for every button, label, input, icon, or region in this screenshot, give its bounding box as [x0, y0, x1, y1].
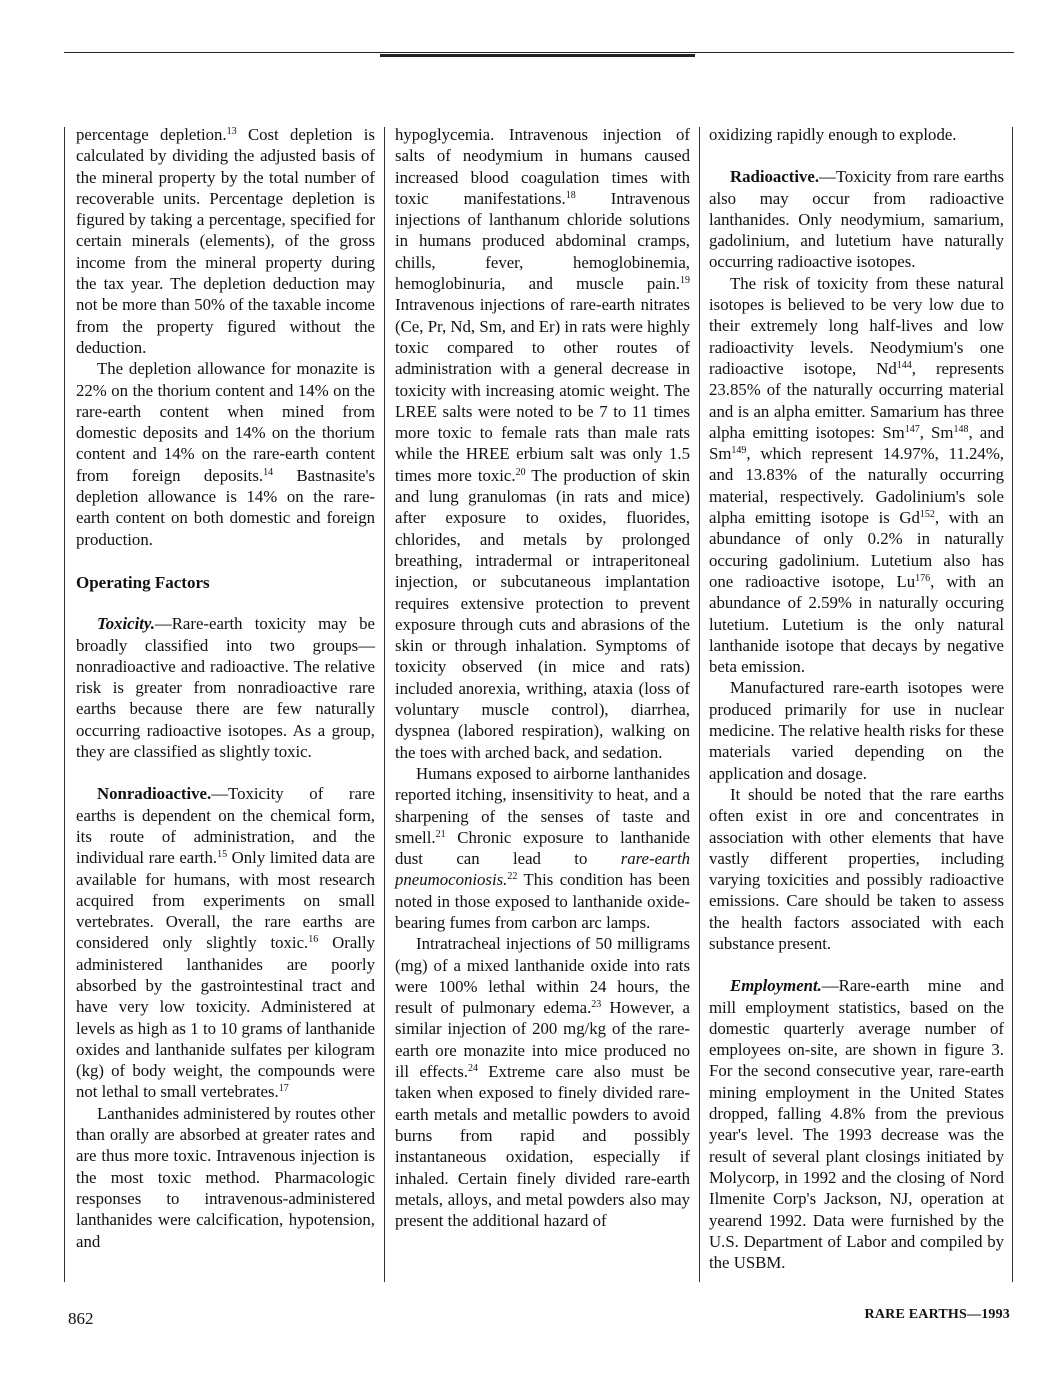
text: , and Sm	[709, 422, 1004, 464]
column-2	[395, 124, 690, 1231]
mass-number: 148	[953, 423, 969, 435]
mass-number: 147	[904, 423, 920, 435]
footnote-ref: 18	[565, 189, 576, 201]
footnote-ref: 17	[278, 1083, 289, 1095]
text: —Rare-earth mine and mill employment statistics, based on the domestic quarterly average number of employees on-site, are shown in figure 3. For the second consecutive year, rare-earth mining employment in the United States dropped, falling 4.8% from the previous year's level. The 1993 decrease was the result of several plant closings initiated by Molycorp, in 1992 and the closing of Nord Ilmenite Corp's Jackson, NJ, operation at yearend 1992. Data were furnished by the U.S. Department of Labor and compiled by the USBM.	[709, 976, 1004, 1273]
text: Lanthanides administered by routes other than orally are absorbed at greater rates and are thus more toxic. Intravenous injection is the most toxic method. Pharmacologic responses to intravenous-administered lanthanides were calcification, hypotension, and	[76, 1103, 375, 1251]
text: Humans exposed to airborne lanthanides reported itching, insensitivity to heat, and a sharpening of the senses of taste and smell.	[395, 763, 690, 847]
text: , with an abundance of only 0.2% in naturally occuring gadolinium. Lutetium also has one radioactive isotope, Lu	[709, 508, 1004, 591]
paragraph-employment	[709, 975, 1004, 1273]
mass-number: 149	[731, 445, 747, 457]
text: —Toxicity of rare earths is dependent on the chemical form, its route of administration, and the individual rare earth.	[76, 784, 375, 868]
footnote-ref: 14	[263, 466, 274, 478]
paragraph-depletion-allowance	[76, 358, 375, 550]
running-head: RARE EARTHS—1993	[864, 1307, 1010, 1322]
run-in-heading: Nonradioactive.	[97, 784, 212, 804]
mass-number: 144	[896, 359, 912, 371]
footnote-ref: 21	[435, 828, 446, 840]
header-rule	[64, 52, 1014, 53]
page-number: 862	[68, 1309, 94, 1328]
footnote-ref: 15	[217, 849, 228, 861]
paragraph-ore-concentrates	[709, 784, 1004, 954]
text: , Sm	[919, 422, 954, 442]
column-divider-2	[699, 127, 700, 1282]
footnote-ref: 24	[467, 1063, 478, 1075]
text: percentage depletion.	[76, 125, 227, 144]
paragraph-manufactured-isotopes	[709, 677, 1004, 783]
text: Intravenous injections of rare-earth nitrates (Ce, Pr, Nd, Sm, and Er) in rats were highly toxic compared to other routes of administration with a general decrease in toxicity with increasing atomic weight. The LREE salts were noted to be 7 to 11 times more toxic to female rats than male rats while the HREE erbium salt was only 1.5 times more toxic.	[395, 295, 690, 485]
paragraph-lanthanides-routes	[76, 1103, 375, 1252]
run-in-heading: Employment.	[730, 976, 822, 996]
text: —Rare-earth toxicity may be broadly classified into two groups—nonradioactive and radioactive. The relative risk is greater from nonradioactive rare earths because there are few naturally occurring radioactive isotopes. As a group, they are classified as slightly toxic.	[76, 614, 375, 762]
text: Orally administered lanthanides are poorly absorbed by the gastrointestinal tract and have very low toxicity. Administered at levels as high as 1 to 10 grams of lanthanide oxides and lanthanide sulfates per kilogram (kg) of body weight, the compounds were not lethal to small vertebrates.	[76, 933, 375, 1102]
footnote-ref: 16	[308, 934, 319, 946]
footnote-ref: 22	[507, 871, 518, 883]
text: oxidizing rapidly enough to explode.	[709, 125, 957, 144]
text: , represents 23.85% of the naturally occurring material and is an alpha emitter. Samarium has three alpha emitting isotopes: Sm	[709, 358, 1004, 442]
text: It should be noted that the rare earths often exist in ore and concentrates in association with other elements that have vastly different properties, including varying toxicities and possibly radioactive emissions. Care should be taken to assess the health factors associated with each substance present.	[709, 784, 1004, 953]
column-1	[76, 124, 375, 1252]
text: , which represent 14.97%, 11.24%, and 13.83% of the naturally occurring material, respectively. Gadolinium's sole alpha emitting isotope is Gd	[709, 444, 1004, 528]
text: , with an abundance of 2.59% in naturally occuring lutetium. Lutetium is the only natural lanthanide isotope that decays by negative beta emission.	[709, 571, 1004, 677]
paragraph-isotopes	[709, 273, 1004, 678]
footnote-ref: 20	[515, 466, 526, 478]
column-divider-left-margin	[64, 127, 65, 1282]
text: However, a similar injection of 200 mg/kg of the rare-earth ore monazite into mice produced no ill effects.	[395, 998, 690, 1082]
paragraph-oxidizing	[709, 124, 1004, 145]
footnote-ref: 13	[226, 126, 237, 137]
text: Bastnasite's depletion allowance is 14% on the rare-earth content on both domestic and foreign production.	[76, 465, 376, 549]
text: hypoglycemia. Intravenous injection of salts of neodymium in humans caused increased blood coagulation times with toxic manifestations.	[395, 125, 690, 208]
footnote-ref: 23	[591, 999, 602, 1011]
italic-term: rare-earth pneumoconiosis.	[395, 849, 690, 890]
paragraph-intratracheal	[395, 933, 690, 1231]
mass-number: 152	[919, 509, 935, 521]
text: Only limited data are available for humans, with most research acquired from experiments on small vertebrates. Overall, the rare earths are considered only slightly toxic.	[76, 848, 375, 953]
paragraph-humans-exposed	[395, 763, 690, 933]
text: This condition has been noted in those exposed to lanthanide oxide-bearing fumes from carbon arc lamps.	[395, 870, 690, 932]
column-divider-1	[384, 127, 385, 1282]
paragraph-percentage-depletion	[76, 124, 375, 358]
text: Intratracheal injections of 50 milligrams (mg) of a mixed lanthanide oxide into rats were 100% lethal within 24 hours, the result of pulmonary edema.	[395, 934, 690, 1018]
paragraph-radioactive	[709, 166, 1004, 272]
text: The risk of toxicity from these natural isotopes is believed to be very low due to their extremely long half-lives and low radioactivity levels. Neodymium's one radioactive isotope, Nd	[709, 273, 1004, 378]
text: The production of skin and lung granulomas (in rats and mice) after exposure to oxides, fluorides, chlorides, and metals by prolonged breathing, intradermal or intraperitoneal injection, or subcutaneous implantation requires extensive protection to prevent exposure through cuts and abrasions of the skin or through inhalation. Symptoms of toxicity observed (in mice and rats) included anorexia, writhing, ataxia (loss of voluntary muscle control), diarrhea, dyspnea (labored respiration), walking on the toes with arched back, and sedation.	[395, 465, 690, 762]
text: Chronic exposure to lanthanide dust can lead to	[395, 827, 690, 869]
run-in-heading: Radioactive.	[730, 167, 820, 187]
text: Intravenous injections of lanthanum chloride solutions in humans produced abdominal cramps, chills, fever, hemoglobinemia, hemoglobinuria, and muscle pain.	[395, 188, 690, 294]
paragraph-toxicity	[76, 613, 375, 762]
paragraph-hypoglycemia	[395, 124, 690, 763]
run-in-heading: Toxicity.	[97, 614, 155, 634]
column-divider-right-margin	[1012, 127, 1013, 1282]
section-heading-operating-factors: Operating Factors	[76, 572, 210, 592]
text: The depletion allowance for monazite is 22% on the thorium content and 14% on the rare-earth content when mined from domestic deposits and 14% on the thorium content and 14% on the rare-earth content from foreign deposits.	[76, 359, 375, 485]
paragraph-nonradioactive	[76, 783, 375, 1102]
mass-number: 176	[915, 572, 931, 584]
text: Cost depletion is calculated by dividing the adjusted basis of the mineral property by the total number of recoverable units. Percentage depletion is figured by taking a percentage, specified for certain minerals (elements), of the gross income from the mineral property during the tax year. The depletion deduction may not be more than 50% of the taxable income from the property figured without the deduction.	[76, 125, 375, 357]
text: Manufactured rare-earth isotopes were produced primarily for use in nuclear medicine. The relative health risks for these materials varied depending on the application and dosage.	[709, 678, 1004, 783]
text: —Toxicity from rare earths also may occur from radioactive lanthanides. Only neodymium, samarium, gadolinium, and lutetium have naturally occurring radioactive isotopes.	[709, 167, 1004, 272]
column-3	[709, 124, 1004, 1273]
text: Extreme care also must be taken when exposed to finely divided rare-earth metals and metallic powders to avoid burns from rapid and possibly instantaneous oxidation, especially if inhaled. Certain finely divided rare-earth metals, alloys, and metal powders also may present the additional hazard of	[395, 1062, 690, 1231]
header-rule-thick	[380, 54, 695, 57]
footnote-ref: 19	[680, 275, 690, 287]
